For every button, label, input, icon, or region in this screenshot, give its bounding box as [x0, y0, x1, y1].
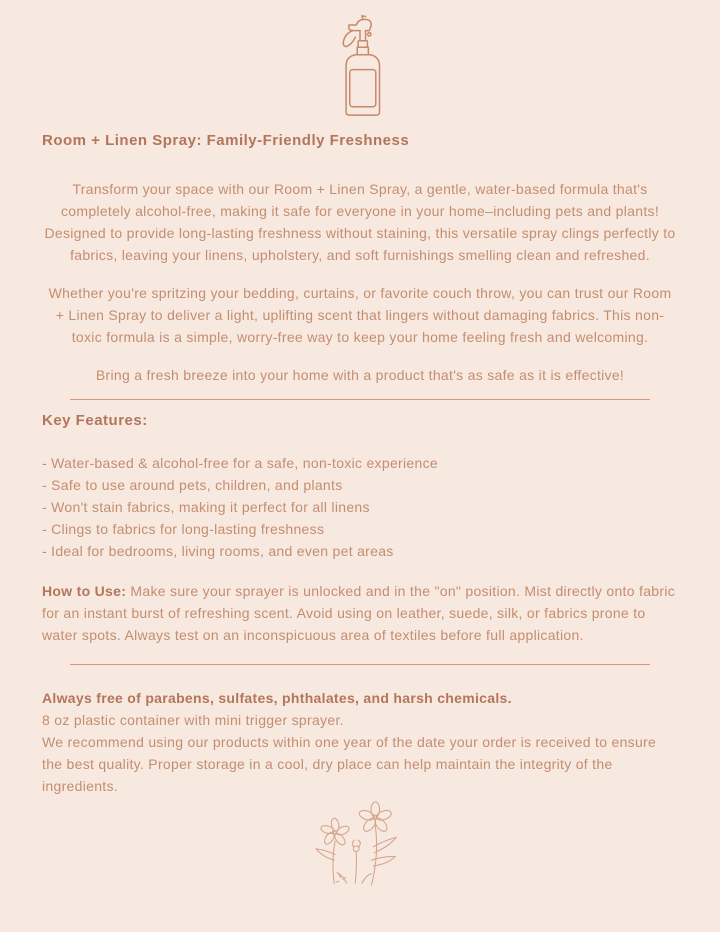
divider-bottom: [70, 664, 650, 665]
spray-bottle-icon: [0, 12, 720, 116]
wildflowers-icon-svg: [301, 799, 419, 887]
feature-item: - Ideal for bedrooms, living rooms, and even pet areas: [42, 543, 394, 559]
feature-item: - Safe to use around pets, children, and plants: [42, 477, 343, 493]
how-to-use-text: Make sure your sprayer is unlocked and in the "on" position. Mist directly onto fabric for an instant burst of refreshing scent. Avoid using on leather, suede, silk, or fabrics prone to water spots. Always test on an inconspicuous area of textiles before full application.: [42, 583, 676, 643]
how-to-use-label: How to Use:: [42, 583, 127, 599]
feature-item: - Water-based & alcohol-free for a safe, non-toxic experience: [42, 455, 438, 471]
key-features-list: [42, 452, 678, 562]
divider-top: [70, 399, 650, 400]
footer-info: [42, 687, 678, 797]
wildflowers-icon: [0, 799, 720, 887]
intro-paragraph-1: Transform your space with our Room + Linen Spray, a gentle, water-based formula that's completely alcohol-free, making it safe for everyone in your home–including pets and plants! Designed to provide long-lasting freshness without staining, this versatile spray clings perfectly to fabrics, leaving your linens, upholstery, and soft furnishings smelling clean and refreshed.: [44, 181, 676, 263]
intro-paragraph-2: Whether you're spritzing your bedding, curtains, or favorite couch throw, you can trust our Room + Linen Spray to deliver a light, uplifting scent that lingers without damaging fabrics. This non-toxic formula is a simple, worry-free way to keep your home feeling fresh and welcoming.: [48, 285, 672, 345]
free-of-statement: Always free of parabens, sulfates, phthalates, and harsh chemicals.: [42, 690, 512, 706]
container-info: 8 oz plastic container with mini trigger sprayer.: [42, 712, 344, 728]
spray-bottle-icon-svg: [331, 12, 389, 116]
storage-recommendation: We recommend using our products within one year of the date your order is received to ensure the best quality. Proper storage in a cool, dry place can help maintain the integrity of the ingredients.: [42, 734, 657, 794]
page-title: Room + Linen Spray: Family-Friendly Freshness: [42, 132, 410, 149]
content-area: [0, 130, 720, 797]
tagline: Bring a fresh breeze into your home with a product that's as safe as it is effective!: [95, 367, 625, 383]
feature-item: - Won't stain fabrics, making it perfect for all linens: [42, 499, 370, 515]
how-to-use-paragraph: [42, 580, 678, 646]
key-features-heading: Key Features:: [42, 412, 148, 429]
feature-item: - Clings to fabrics for long-lasting freshness: [42, 521, 325, 537]
